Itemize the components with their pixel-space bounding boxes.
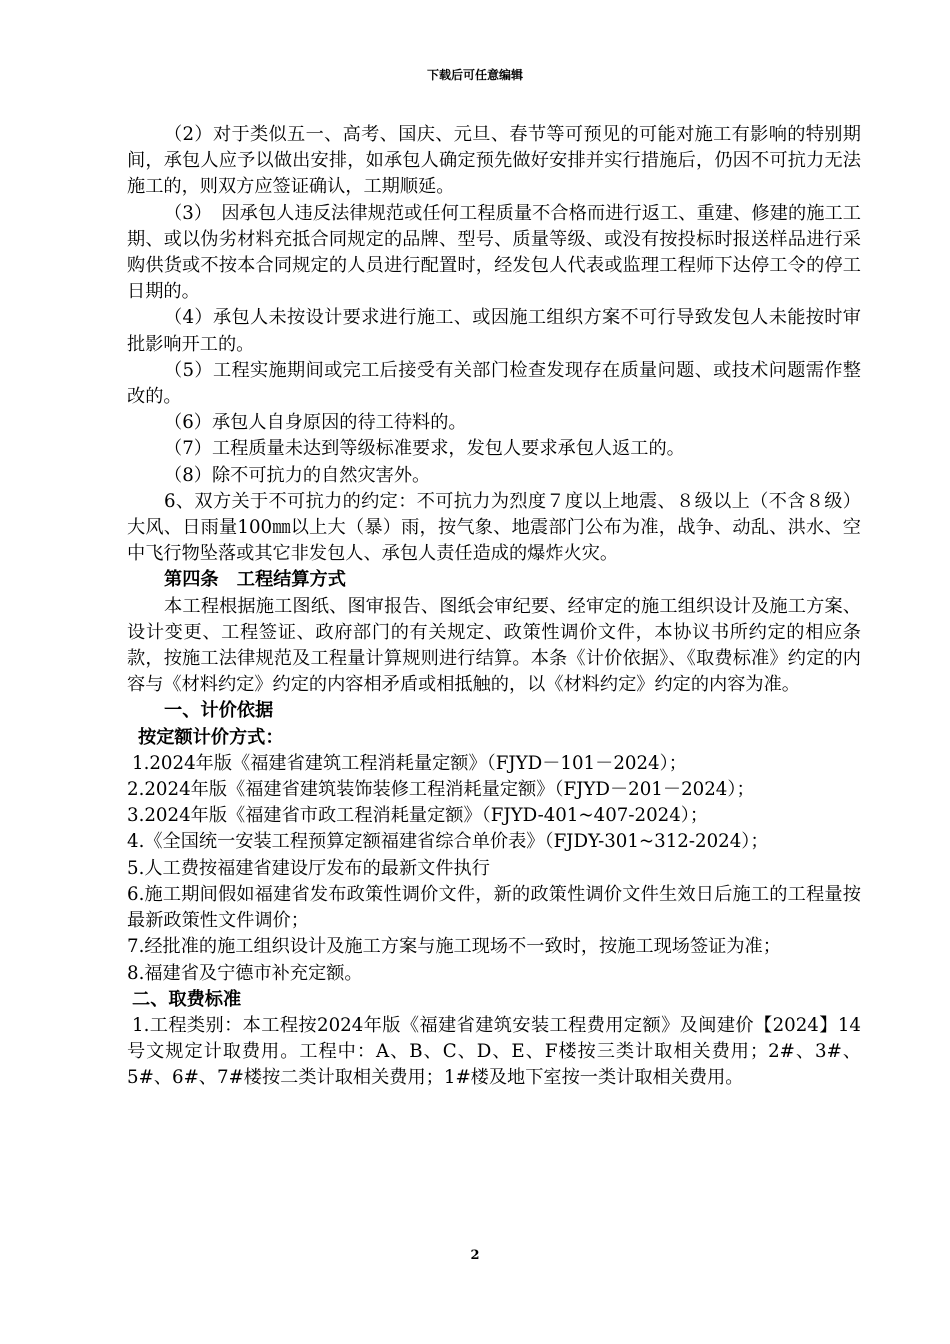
paragraph-settlement: 本工程根据施工图纸、图审报告、图纸会审纪要、经审定的施工组织设计及施工方案、设计变更、工程签证、政府部门的有关规定、政策性调价文件，本协议书所约定的相应条款，按施工法律规范及工程量计算规则进行结算。本条《计价依据》、《取费标准》约定的内容与《材料约定》约定的内容相矛盾或相抵触的，以《材料约定》约定的内容为准。: [127, 595, 861, 696]
list-item-5: 5.人工费按福建省建设厅发布的最新文件执行: [127, 857, 490, 879]
document-body: [127, 122, 861, 1092]
heading-fee-standard: 二、取费标准: [132, 988, 242, 1010]
list-item-6: 6.施工期间假如福建省发布政策性调价文件，新的政策性调价文件生效日后施工的工程量按最新政策性文件调价；: [127, 883, 861, 932]
list-item-7: 7.经批准的施工组织设计及施工方案与施工现场不一致时，按施工现场签证为准；: [127, 936, 781, 958]
page-number: 2: [470, 1248, 480, 1263]
list-item-3: 3.2024年版《福建省市政工程消耗量定额》（FJYD-401~407-2024）；: [127, 805, 709, 827]
paragraph-clause-8: （8）除不可抗力的自然灾害外。: [164, 464, 431, 486]
list-item-8: 8.福建省及宁德市补充定额。: [127, 962, 363, 984]
heading-article-4: 第四条 工程结算方式: [164, 569, 346, 591]
paragraph-clause-6: （6）承包人自身原因的待工待料的。: [164, 412, 467, 434]
paragraph-force-majeure: 6、双方关于不可抗力的约定：不可抗力为烈度７度以上地震、８级以上（不含８级）大风、日雨量100㎜以上大（暴）雨，按气象、地震部门公布为准，战争、动乱、洪水、空中飞行物坠落或其它非发包人、承包人责任造成的爆炸火灾。: [127, 490, 861, 565]
paragraph-clause-7: （7）工程质量未达到等级标准要求，发包人要求承包人返工的。: [164, 438, 685, 460]
list-item-2: 2.2024年版《福建省建筑装饰装修工程消耗量定额》（FJYD－201－2024）；: [127, 779, 755, 801]
paragraph-project-category: 1.工程类别：本工程按2024年版《福建省建筑安装工程费用定额》及闽建价【2024】14号文规定计取费用。工程中：A、B、C、D、E、F楼按三类计取相关费用；2#、3#、5#、6#、7#楼按二类计取相关费用；1#楼及地下室按一类计取相关费用。: [127, 1014, 861, 1089]
page-header: 下载后可任意编辑: [426, 68, 523, 82]
heading-pricing-basis: 一、计价依据: [164, 700, 274, 722]
list-item-4: 4.《全国统一安装工程预算定额福建省综合单价表》（FJDY-301~312-2024）；: [127, 831, 769, 853]
heading-quota-pricing: 按定额计价方式：: [138, 726, 284, 748]
paragraph-clause-5: （5）工程实施期间或完工后接受有关部门检查发现存在质量问题、或技术问题需作整改的。: [127, 359, 861, 408]
list-item-1: 1.2024年版《福建省建筑工程消耗量定额》（FJYD－101－2024）；: [132, 752, 687, 774]
paragraph-clause-3: （3） 因承包人违反法律规范或任何工程质量不合格而进行返工、重建、修建的施工工期、或以伪劣材料充抵合同规定的品牌、型号、质量等级、或没有按投标时报送样品进行采购供货或不按本合同规定的人员进行配置时，经发包人代表或监理工程师下达停工令的停工日期的。: [127, 202, 861, 303]
paragraph-clause-4: （4）承包人未按设计要求进行施工、或因施工组织方案不可行导致发包人未能按时审批影响开工的。: [127, 307, 861, 355]
paragraph-clause-2: （2）对于类似五一、高考、国庆、元旦、春节等可预见的可能对施工有影响的特别期间，承包人应予以做出安排，如承包人确定预先做好安排并实行措施后，仍因不可抗力无法施工的，则双方应签证确认，工期顺延。: [127, 124, 861, 198]
